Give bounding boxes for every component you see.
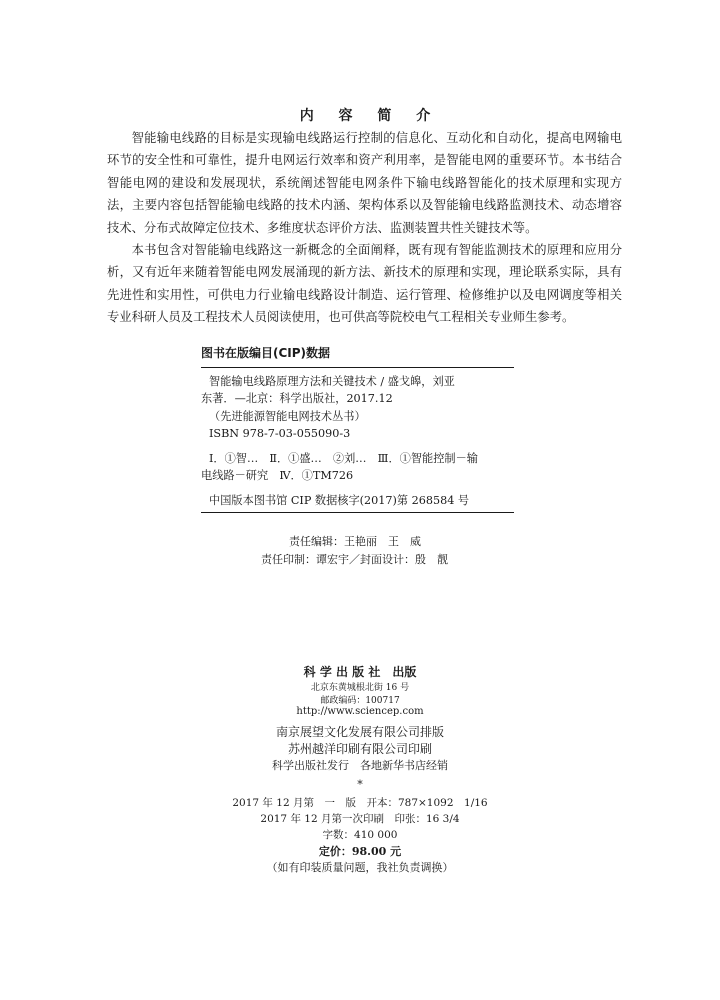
cip-line-4: ISBN 978-7-03-055090-3 [209, 427, 351, 440]
cip-line-2: 东著．—北京：科学出版社，2017.12 [201, 392, 393, 405]
cip-line-7: 中国版本图书馆 CIP 数据核字(2017)第 268584 号 [209, 494, 470, 507]
distributor: 科学出版社发行 各地新华书店经销 [272, 759, 448, 772]
publisher-name: 科 学 出 版 社 出版 [303, 665, 417, 679]
printer: 苏州越洋印刷有限公司印刷 [287, 742, 432, 756]
cip-line-3: （先进能源智能电网技术丛书） [209, 410, 366, 423]
publisher-website: http://www.sciencep.com [296, 706, 424, 717]
cip-line-5: Ⅰ．①智… Ⅱ．①盛… ②刘… Ⅲ．①智能控制－输 [209, 452, 478, 465]
separator-star: * [357, 778, 363, 791]
quality-notice: （如有印装质量问题，我社负责调换） [266, 861, 454, 874]
cip-line-1: 智能输电线路原理方法和关键技术 / 盛戈皞，刘亚 [209, 375, 455, 388]
cip-heading: 图书在版编目(CIP)数据 [201, 346, 331, 360]
cip-line-6: 电线路－研究 Ⅳ．①TM726 [201, 469, 354, 482]
summary-paragraph-2: 本书包含对智能输电线路这一新概念的全面阐释，既有现有智能监测技术的原理和应用分析，又有近年来随着智能电网发展涌现的新方法、新技术的原理和实现，理论联系实际，具有先进性和实用性，可供电力行业输电线路设计制造、运行管理、检修维护以及电网调度等相关专业科研人员及工程技术人员阅读使用，也可供高等院校电气工程相关专业师生参考。 [107, 243, 622, 325]
page-title: 内 容 简 介 [299, 108, 441, 124]
price: 定价：98.00 元 [318, 845, 402, 858]
typesetter: 南京展望文化发展有限公司排版 [275, 725, 444, 739]
cip-bottom-rule [201, 512, 514, 513]
printing-info: 2017 年 12 月第一次印刷 印张：16 3/4 [260, 813, 460, 825]
publisher-address: 北京东黄城根北街 16 号 [310, 683, 410, 693]
publisher-postcode: 邮政编码：100717 [320, 696, 400, 706]
credit-print-cover: 责任印制：谭宏宇／封面设计：殷 靓 [261, 553, 448, 566]
summary-paragraph-1: 智能输电线路的目标是实现输电线路运行控制的信息化、互动化和自动化，提高电网输电环节的安全性和可靠性，提升电网运行效率和资产利用率，是智能电网的重要环节。本书结合智能电网的建设和发展现状，系统阐述智能电网条件下输电线路智能化的技术原理和实现方法，主要内容包括智能输电线路的技术内涵、架构体系以及智能输电线路监测技术、动态增容技术、分布式故障定位技术、多维度状态评价方法、监测装置共性关键技术等。 [107, 131, 622, 235]
word-count: 字数：410 000 [322, 829, 398, 841]
cip-top-rule [201, 367, 514, 368]
edition-info: 2017 年 12 月第 一 版 开本：787×1092 1/16 [232, 797, 488, 809]
credit-editors: 责任编辑：王艳丽 王 威 [289, 535, 421, 548]
